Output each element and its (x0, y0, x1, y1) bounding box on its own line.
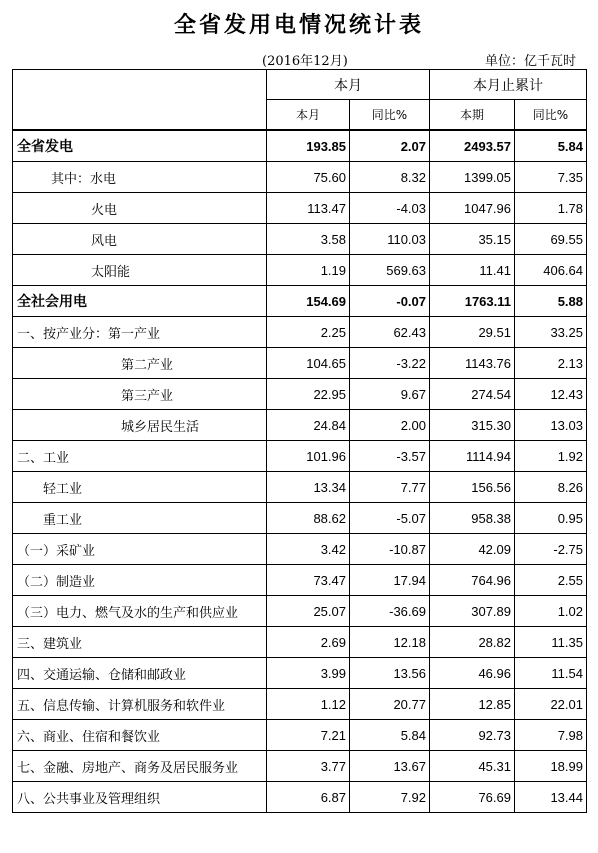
cell-value: 13.67 (350, 751, 430, 782)
cell-value: 3.58 (267, 224, 350, 255)
header-row-1 (13, 70, 587, 100)
row-label: 第三产业 (13, 379, 267, 410)
cell-value: 5.84 (350, 720, 430, 751)
cell-value: 101.96 (267, 441, 350, 472)
cell-value: 24.84 (267, 410, 350, 441)
header-month: 本月 (267, 70, 430, 100)
cell-value: 7.77 (350, 472, 430, 503)
cell-value: 8.26 (515, 472, 587, 503)
table-row (13, 503, 587, 534)
row-label: （一）采矿业 (13, 534, 267, 565)
row-label: 七、金融、房地产、商务及居民服务业 (13, 751, 267, 782)
cell-value: 3.99 (267, 658, 350, 689)
table-row (13, 162, 587, 193)
table-row (13, 689, 587, 720)
cell-value: 17.94 (350, 565, 430, 596)
row-label: 其中：水电 (13, 162, 267, 193)
cell-value: 2.69 (267, 627, 350, 658)
cell-value: 1047.96 (430, 193, 515, 224)
cell-value: 25.07 (267, 596, 350, 627)
table-row (13, 130, 587, 162)
col-month-yoy: 同比% (350, 100, 430, 131)
row-label: 全社会用电 (13, 286, 267, 317)
cell-value: 7.35 (515, 162, 587, 193)
cell-value: 5.84 (515, 130, 587, 162)
col-period-yoy: 同比% (515, 100, 587, 131)
table-row (13, 720, 587, 751)
row-label: 全省发电 (13, 130, 267, 162)
cell-value: 13.03 (515, 410, 587, 441)
cell-value: 13.34 (267, 472, 350, 503)
cell-value: -36.69 (350, 596, 430, 627)
cell-value: 5.88 (515, 286, 587, 317)
table-row (13, 627, 587, 658)
table-row (13, 658, 587, 689)
cell-value: 69.55 (515, 224, 587, 255)
row-label: 六、商业、住宿和餐饮业 (13, 720, 267, 751)
cell-value: -5.07 (350, 503, 430, 534)
cell-value: 28.82 (430, 627, 515, 658)
row-label: 风电 (13, 224, 267, 255)
cell-value: 18.99 (515, 751, 587, 782)
row-label: 二、工业 (13, 441, 267, 472)
cell-value: 35.15 (430, 224, 515, 255)
row-label: （三）电力、燃气及水的生产和供应业 (13, 596, 267, 627)
cell-value: 92.73 (430, 720, 515, 751)
row-label: 火电 (13, 193, 267, 224)
cell-value: 88.62 (267, 503, 350, 534)
cell-value: -4.03 (350, 193, 430, 224)
cell-value: 12.18 (350, 627, 430, 658)
table-row (13, 596, 587, 627)
cell-value: 1143.76 (430, 348, 515, 379)
table-row (13, 472, 587, 503)
row-label: 五、信息传输、计算机服务和软件业 (13, 689, 267, 720)
row-label: （二）制造业 (13, 565, 267, 596)
cell-value: 11.41 (430, 255, 515, 286)
row-label: 轻工业 (13, 472, 267, 503)
cell-value: 46.96 (430, 658, 515, 689)
cell-value: 8.32 (350, 162, 430, 193)
row-label: 一、按产业分：第一产业 (13, 317, 267, 348)
cell-value: -3.22 (350, 348, 430, 379)
header-blank (13, 70, 267, 131)
table-row (13, 255, 587, 286)
cell-value: 1.78 (515, 193, 587, 224)
cell-value: 7.98 (515, 720, 587, 751)
cell-value: -0.07 (350, 286, 430, 317)
cell-value: 75.60 (267, 162, 350, 193)
cell-value: 42.09 (430, 534, 515, 565)
cell-value: 2.25 (267, 317, 350, 348)
cell-value: 33.25 (515, 317, 587, 348)
cell-value: 307.89 (430, 596, 515, 627)
cell-value: 3.77 (267, 751, 350, 782)
cell-value: 11.35 (515, 627, 587, 658)
cell-value: 1399.05 (430, 162, 515, 193)
cell-value: 9.67 (350, 379, 430, 410)
table-row (13, 534, 587, 565)
cell-value: 13.56 (350, 658, 430, 689)
cell-value: 12.85 (430, 689, 515, 720)
cell-value: 0.95 (515, 503, 587, 534)
cell-value: 1.02 (515, 596, 587, 627)
cell-value: 113.47 (267, 193, 350, 224)
table-row (13, 410, 587, 441)
cell-value: 1.12 (267, 689, 350, 720)
table-row (13, 286, 587, 317)
cell-value: 12.43 (515, 379, 587, 410)
cell-value: 1.92 (515, 441, 587, 472)
cell-value: 13.44 (515, 782, 587, 813)
cell-value: 62.43 (350, 317, 430, 348)
cell-value: 406.64 (515, 255, 587, 286)
cell-value: 2.55 (515, 565, 587, 596)
row-label: 重工业 (13, 503, 267, 534)
cell-value: 569.63 (350, 255, 430, 286)
cell-value: 20.77 (350, 689, 430, 720)
table-row (13, 379, 587, 410)
row-label: 八、公共事业及管理组织 (13, 782, 267, 813)
cell-value: 11.54 (515, 658, 587, 689)
row-label: 第二产业 (13, 348, 267, 379)
table-row (13, 348, 587, 379)
cell-value: 2.00 (350, 410, 430, 441)
row-label: 三、建筑业 (13, 627, 267, 658)
cell-value: 7.21 (267, 720, 350, 751)
cell-value: -10.87 (350, 534, 430, 565)
table-row (13, 193, 587, 224)
table-row (13, 224, 587, 255)
cell-value: 104.65 (267, 348, 350, 379)
cell-value: 2.13 (515, 348, 587, 379)
cell-value: 958.38 (430, 503, 515, 534)
header-cumulative: 本月止累计 (430, 70, 587, 100)
table-row (13, 317, 587, 348)
statistics-table (12, 69, 587, 813)
cell-value: 2493.57 (430, 130, 515, 162)
table-row (13, 751, 587, 782)
cell-value: 7.92 (350, 782, 430, 813)
cell-value: 3.42 (267, 534, 350, 565)
table-row (13, 565, 587, 596)
cell-value: 73.47 (267, 565, 350, 596)
cell-value: 193.85 (267, 130, 350, 162)
row-label: 太阳能 (13, 255, 267, 286)
cell-value: 6.87 (267, 782, 350, 813)
cell-value: 156.56 (430, 472, 515, 503)
cell-value: 45.31 (430, 751, 515, 782)
cell-value: 76.69 (430, 782, 515, 813)
cell-value: -3.57 (350, 441, 430, 472)
cell-value: 2.07 (350, 130, 430, 162)
col-month: 本月 (267, 100, 350, 131)
cell-value: 22.01 (515, 689, 587, 720)
col-period: 本期 (430, 100, 515, 131)
cell-value: 764.96 (430, 565, 515, 596)
cell-value: 22.95 (267, 379, 350, 410)
cell-value: -2.75 (515, 534, 587, 565)
cell-value: 154.69 (267, 286, 350, 317)
cell-value: 110.03 (350, 224, 430, 255)
row-label: 城乡居民生活 (13, 410, 267, 441)
cell-value: 315.30 (430, 410, 515, 441)
page-title: 全省发用电情况统计表 (173, 12, 424, 38)
unit-label: 单位：亿千瓦时 (484, 54, 576, 69)
cell-value: 1763.11 (430, 286, 515, 317)
cell-value: 1114.94 (430, 441, 515, 472)
cell-value: 274.54 (430, 379, 515, 410)
cell-value: 1.19 (267, 255, 350, 286)
cell-value: 29.51 (430, 317, 515, 348)
table-row (13, 782, 587, 813)
report-period: (2016年12月) (262, 54, 348, 69)
row-label: 四、交通运输、仓储和邮政业 (13, 658, 267, 689)
table-row (13, 441, 587, 472)
